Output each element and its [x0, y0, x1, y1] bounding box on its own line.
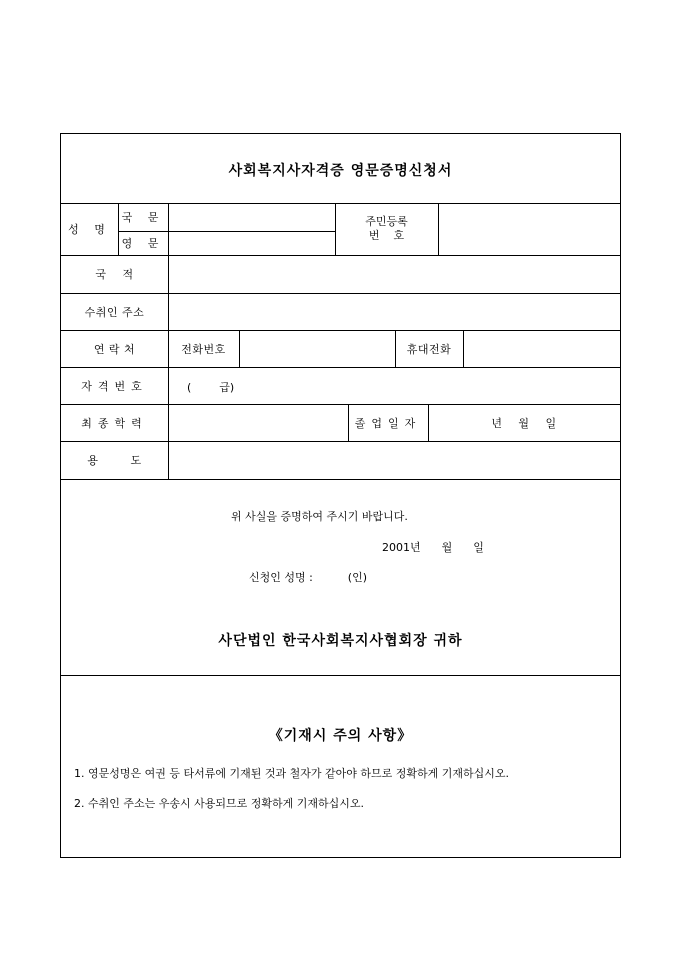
education-label: 최종학력: [81, 416, 148, 430]
purpose-input[interactable]: [173, 449, 617, 473]
resident-number-label-line1: 주민등록: [365, 215, 408, 228]
name-english-label: 영 문: [121, 237, 165, 250]
name-label: 성 명: [68, 223, 111, 236]
phone-input[interactable]: [244, 337, 394, 361]
addressee: 사단법인 한국사회복지사협회장 귀하: [218, 633, 463, 649]
divider: [61, 479, 620, 480]
address-input[interactable]: [173, 300, 617, 324]
address-label: 수취인 주소: [84, 305, 145, 319]
contact-label: 연 락 처: [93, 342, 136, 356]
purpose-label: 용 도: [87, 454, 142, 467]
notes-heading: 《기재시 주의 사항》: [268, 728, 413, 744]
nationality-label: 국 적: [95, 268, 134, 281]
resident-number-label: [335, 203, 438, 255]
nationality-input[interactable]: [173, 263, 617, 287]
date-text: 2001년 월 일: [382, 541, 484, 554]
license-grade-text: ( 급): [187, 381, 235, 394]
name-korean-label: 국 문: [121, 211, 165, 224]
divider: [463, 330, 464, 367]
form-title: 사회복지사자격증 영문증명신청서: [228, 163, 453, 179]
graduation-date-value: 년 월 일: [491, 416, 557, 430]
mobile-input[interactable]: [468, 337, 619, 361]
note-item: 1. 영문성명은 여권 등 타서류에 기재된 것과 철자가 같아야 하므로 정확하게 기재하십시오.: [74, 767, 509, 780]
name-english-input[interactable]: [173, 233, 335, 255]
application-form: [60, 133, 621, 858]
applicant-text: 신청인 성명 : (인): [249, 571, 368, 584]
divider: [61, 675, 620, 676]
education-input[interactable]: [173, 411, 347, 435]
divider: [438, 203, 439, 255]
resident-number-input[interactable]: [443, 218, 619, 242]
name-korean-input[interactable]: [173, 207, 335, 229]
graduation-date-label: 졸업일자: [354, 416, 422, 430]
divider: [239, 330, 240, 367]
mobile-label: 휴대전화: [406, 342, 452, 356]
resident-number-label-line2: 번 호: [368, 229, 405, 242]
request-text: 위 사실을 증명하여 주시기 바랍니다.: [231, 510, 408, 523]
phone-label: 전화번호: [181, 342, 226, 356]
license-number-label: 자격번호: [81, 379, 148, 393]
note-item: 2. 수취인 주소는 우송시 사용되므로 정확하게 기재하십시오.: [74, 797, 364, 810]
